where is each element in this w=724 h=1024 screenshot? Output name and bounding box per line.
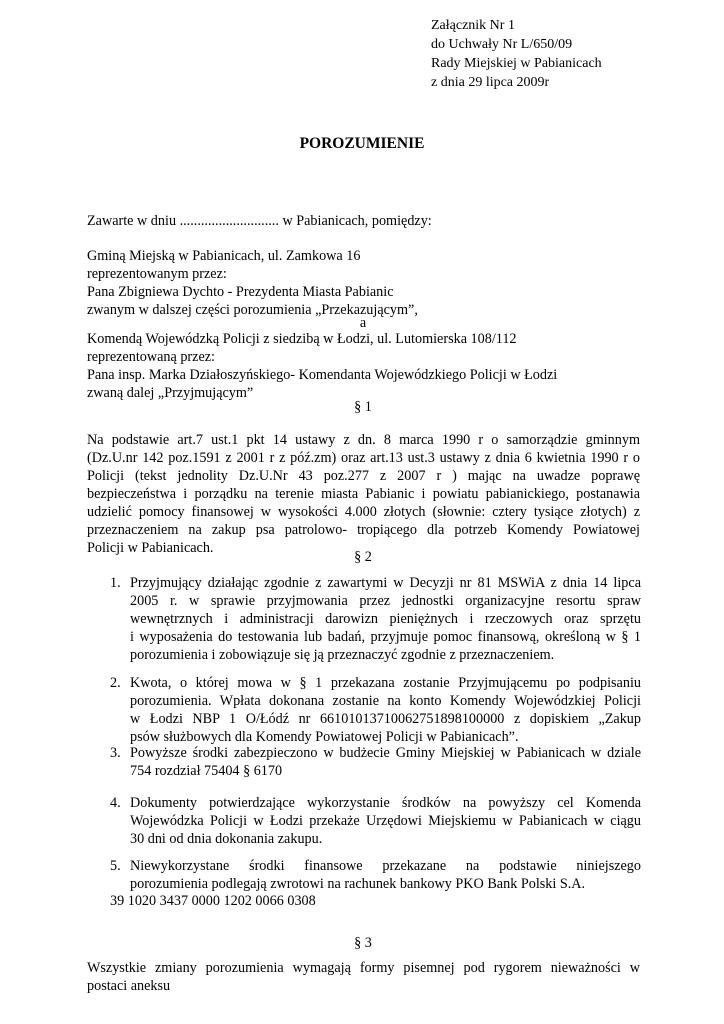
list-item-line: porozumienia podlegają zwrotowi na rachunek bankowy PKO Bank Polski S.A. bbox=[130, 876, 586, 892]
list-item-line: Niewykorzystane środki finansowe przekazane na podstawie niniejszego bbox=[130, 858, 641, 874]
list-item-line: 30 dni od dnia dokonania zakupu. bbox=[130, 831, 323, 847]
header-line: Załącznik Nr 1 bbox=[431, 18, 515, 33]
paragraph-line: przeznaczeniem na zakup psa patrolowo- tropiącego dla potrzeb Komendy Powiatowej bbox=[87, 522, 640, 538]
paragraph-line: (Dz.U.nr 142 poz.1591 z 2001 r z póź.zm) oraz art.13 ust.3 ustawy z dnia 6 kwietnia 1990 r o bbox=[87, 450, 640, 466]
list-item-line: Dokumenty potwierdzające wykorzystanie środków na powyższy cel Komenda bbox=[130, 795, 641, 811]
list-item-line: Przyjmujący działając zgodnie z zawartymi w Decyzji nr 81 MSWiA z dnia 14 lipca bbox=[130, 575, 641, 591]
section-1-text bbox=[87, 431, 640, 557]
list-item-number: 1. bbox=[110, 575, 121, 591]
party-1-line: Gminą Miejską w Pabianicach, ul. Zamkowa 16 bbox=[87, 248, 361, 264]
list-item-line: porozumienia i zobowiązuje się ją przeznaczyć zgodnie z przeznaczeniem. bbox=[130, 647, 555, 663]
list-item-line: 754 rozdział 75404 § 6170 bbox=[130, 763, 283, 779]
section-1-heading: § 1 bbox=[354, 399, 372, 415]
party-1-line: reprezentowanym przez: bbox=[87, 266, 227, 282]
section-2-heading: § 2 bbox=[354, 549, 372, 565]
party-2 bbox=[87, 330, 557, 402]
party-2-line: Pana insp. Marka Działoszyńskiego- Komendanta Wojewódzkiego Policji w Łodzi bbox=[87, 367, 558, 383]
paragraph-line: Policji (tekst jednolity Dz.U.Nr 43 poz.277 z 2007 r ) mając na uwadze poprawę bbox=[87, 468, 640, 484]
list-item-number: 4. bbox=[110, 795, 121, 811]
party-2-line: reprezentowaną przez: bbox=[87, 349, 215, 365]
list-item-line: i wyposażenia do testowania lub badań, przyjmuje pomoc finansową, określoną w § 1 bbox=[130, 629, 641, 645]
list-item-number: 3. bbox=[110, 745, 121, 761]
intro-line: Zawarte w dniu ............................ w Pabianicach, pomiędzy: bbox=[87, 213, 432, 229]
attachment-header bbox=[431, 16, 602, 92]
party-1-line: Pana Zbigniewa Dychto - Prezydenta Miasta Pabianic bbox=[87, 284, 394, 300]
list-item-line: Powyższe środki zabezpieczono w budżecie Gminy Miejskiej w Pabianicach w dziale bbox=[130, 745, 641, 761]
list-item-line: Kwota, o której mowa w § 1 przekazana zostanie Przyjmującemu po podpisaniu bbox=[130, 675, 641, 691]
list-item-number: 2. bbox=[110, 675, 121, 691]
list-item-line: porozumienia. Wpłata dokonana zostanie na konto Komendy Wojewódzkiej Policji bbox=[130, 693, 641, 709]
party-2-line: Komendą Wojewódzką Policji z siedzibą w Łodzi, ul. Lutomierska 108/112 bbox=[87, 331, 517, 347]
list-item-line: wewnętrznych i administracji darowizn pieniężnych i rzeczowych oraz sprzętu bbox=[130, 611, 641, 627]
party-1 bbox=[87, 247, 418, 319]
paragraph-line: udzielić pomocy finansowej w wysokości 4.000 złotych (słownie: cztery tysiące złotych) z bbox=[87, 504, 640, 520]
section-3-text bbox=[87, 959, 640, 995]
list-item-line: 2005 r. w sprawie przyjmowania przez jednostki organizacyjne resortu spraw bbox=[130, 593, 641, 609]
list-item-line: psów służbowych dla Komendy Powiatowej Policji w Pabianicach”. bbox=[130, 729, 519, 745]
section-3-heading: § 3 bbox=[354, 935, 372, 951]
paragraph-line: Policji w Pabianicach. bbox=[87, 540, 214, 556]
list-item-line: Wojewódzka Policji w Łodzi przekaże Urzędowi Miejskiemu w Pabianicach w ciągu bbox=[130, 813, 641, 829]
paragraph-line: bezpieczeństwa i porządku na terenie miasta Pabianic i powiatu pabianickiego, postanawia bbox=[87, 486, 640, 502]
list-item-number: 5. bbox=[110, 858, 121, 874]
header-line: Rady Miejskiej w Pabianicach bbox=[431, 56, 602, 71]
paragraph-line: Na podstawie art.7 ust.1 pkt 14 ustawy z dn. 8 marca 1990 r o samorządzie gminnym bbox=[87, 432, 640, 448]
conjunction: a bbox=[359, 315, 367, 331]
paragraph-line: postaci aneksu bbox=[87, 978, 171, 994]
paragraph-line: Wszystkie zmiany porozumienia wymagają formy pisemnej pod rygorem nieważności w bbox=[87, 960, 640, 976]
party-2-line: zwaną dalej „Przyjmującym” bbox=[87, 385, 254, 401]
header-line: z dnia 29 lipca 2009r bbox=[431, 75, 550, 90]
party-1-line: zwanym w dalszej części porozumienia „Przekazującym”, bbox=[87, 302, 418, 318]
list-item-line: w Łodzi NBP 1 O/Łódź nr 66101013710062751898100000 z dopiskiem „Zakup bbox=[130, 711, 641, 727]
bank-account-number: 39 1020 3437 0000 1202 0066 0308 bbox=[110, 893, 316, 909]
document-title: POROZUMIENIE bbox=[299, 135, 425, 152]
header-line: do Uchwały Nr L/650/09 bbox=[431, 37, 573, 52]
